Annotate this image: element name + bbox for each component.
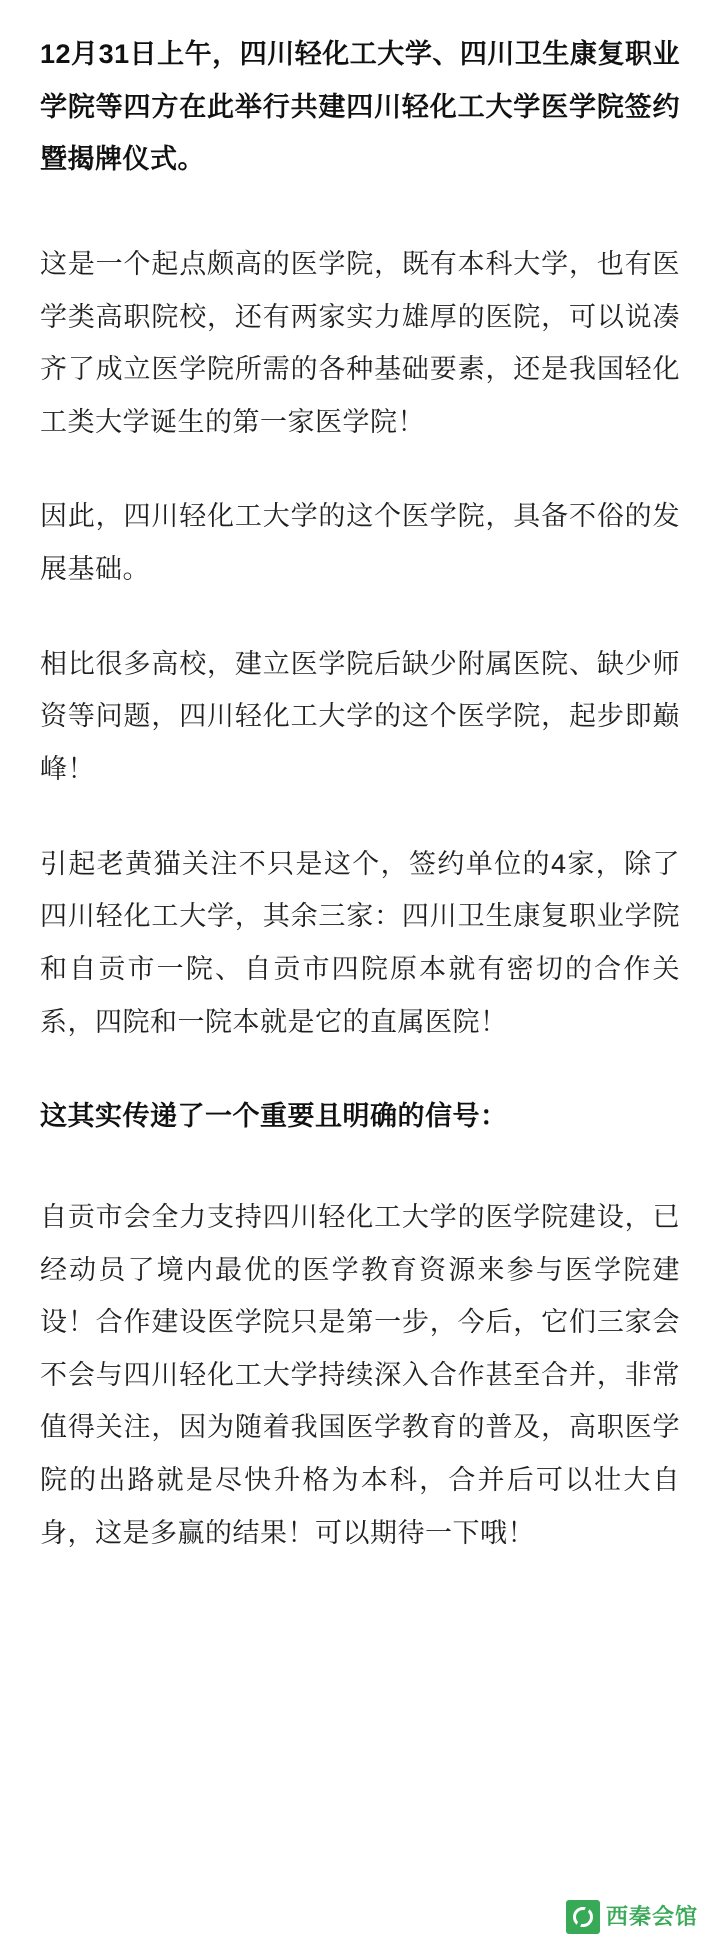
watermark [566, 1900, 698, 1934]
article-paragraph-3: 相比很多高校，建立医学院后缺少附属医院、缺少师资等问题，四川轻化工大学的这个医学院，起步即巅峰！ [40, 648, 680, 785]
article-paragraph-2: 因此，四川轻化工大学的这个医学院，具备不俗的发展基础。 [40, 501, 680, 585]
watermark-label: 西秦会馆 [605, 1904, 698, 1929]
article-signal-heading: 这其实传递了一个重要且明确的信号： [40, 1101, 508, 1132]
article-paragraph-4: 引起老黄猫关注不只是这个，签约单位的4家，除了四川轻化工大学，其余三家：四川卫生康复职业学院和自贡市一院、自贡市四院原本就有密切的合作关系，四院和一院本就是它的直属医院！ [40, 848, 680, 1037]
article-paragraph-1: 这是一个起点颇高的医学院，既有本科大学，也有医学类高职院校，还有两家实力雄厚的医院，可以说凑齐了成立医学院所需的各种基础要素，还是我国轻化工类大学诞生的第一家医学院！ [40, 248, 680, 437]
article-paragraph-5: 自贡市会全力支持四川轻化工大学的医学院建设，已经动员了境内最优的医学教育资源来参与医学院建设！合作建设医学院只是第一步，今后，它们三家会不会与四川轻化工大学持续深入合作甚至合并，非常值得关注，因为随着我国医学教育的普及，高职医学院的出路就是尽快升格为本科，合并后可以壮大自身，这是多赢的结果！可以期待一下哦！ [40, 1201, 680, 1548]
article-headline: 12月31日上午，四川轻化工大学、四川卫生康复职业学院等四方在此举行共建四川轻化工大学医学院签约暨揭牌仪式。 [40, 39, 680, 175]
camera-logo-icon [566, 1900, 600, 1934]
